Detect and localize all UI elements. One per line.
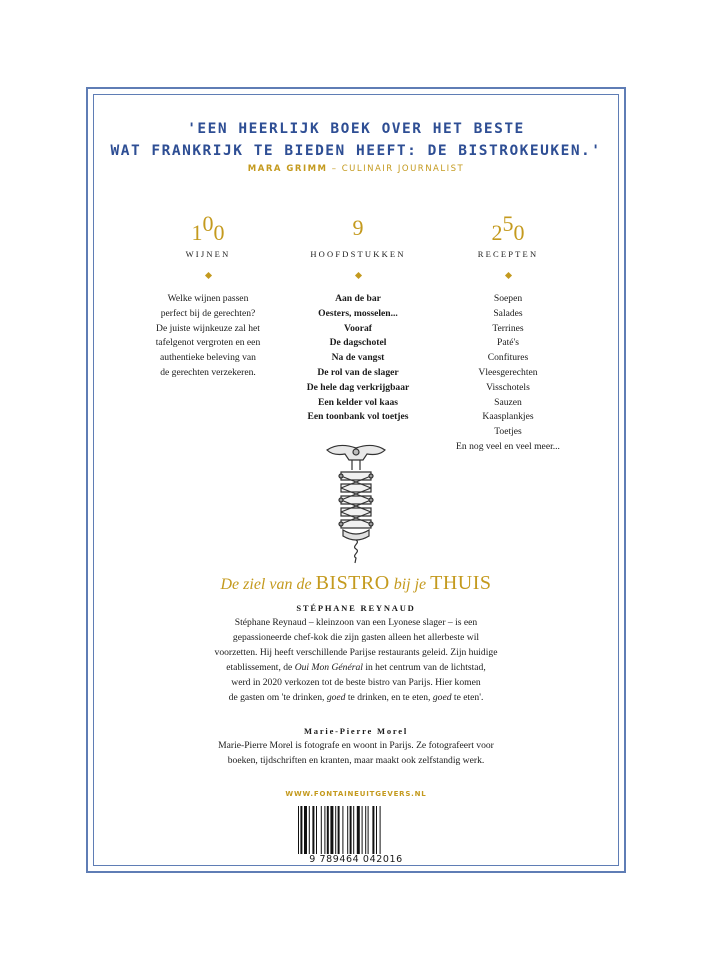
bio-line: werd in 2020 verkozen tot de beste bistro van Parijs. Hier komen <box>231 677 481 688</box>
stat-text-wines <box>123 292 293 381</box>
stat-number-recipes: 250 <box>491 211 525 245</box>
text-line: De juiste wijnkeuze zal het <box>156 322 260 334</box>
quote-attribution <box>96 164 616 174</box>
bio-line: voorzetten. Hij heeft verschillende Parijse restaurants geleid. Zijn huidige <box>214 647 498 658</box>
diamond-divider-icon <box>504 272 511 279</box>
chapter-item: Oesters, mosselen... <box>318 307 398 319</box>
attribution-separator: – <box>327 164 342 174</box>
recipe-item: Soepen <box>493 293 523 304</box>
bio-text: in het centrum van de lichtstad, <box>362 662 486 673</box>
bio-text: etablissement, de <box>226 662 295 673</box>
recipe-item: Vleesgerechten <box>478 366 538 378</box>
isbn-number: 9 789464 042016 <box>309 854 403 865</box>
attribution-name: MARA GRIMM <box>247 164 328 174</box>
publisher-website: WWW.FONTAINEUITGEVERS.NL <box>285 790 427 798</box>
quote-line-1: 'EEN HEERLIJK BOEK OVER HET BESTE <box>187 121 525 137</box>
bio-emphasis: goed <box>432 692 452 703</box>
recipe-item: Visschotels <box>486 381 530 393</box>
text-line: perfect bij de gerechten? <box>160 307 256 319</box>
bio-line: Stéphane Reynaud – kleinzoon van een Lyonese slager – is een <box>234 617 478 628</box>
recipe-item: En nog veel en veel meer... <box>456 440 560 452</box>
text-line: authentieke beleving van <box>160 352 256 364</box>
tagline-part: De ziel van de <box>220 576 316 593</box>
stat-column-chapters <box>273 210 443 425</box>
text-line: Welke wijnen passen <box>167 293 249 304</box>
book-tagline <box>96 572 616 595</box>
text-line: tafelgenot vergroten en een <box>155 337 261 349</box>
recipe-item: Sauzen <box>494 396 522 408</box>
stat-label-chapters: HOOFDSTUKKEN <box>310 249 406 259</box>
stat-label-wines: WIJNEN <box>185 249 231 259</box>
author-bio-reynaud <box>146 615 566 705</box>
bio-emphasis: goed <box>326 692 346 703</box>
chapter-item: Na de vangst <box>331 352 385 364</box>
diamond-divider-icon <box>204 272 211 279</box>
stat-number-wines: 100 <box>191 211 225 245</box>
tagline-part: BISTRO <box>315 572 390 594</box>
chapter-item: Aan de bar <box>335 293 381 304</box>
tagline-part: THUIS <box>430 572 492 594</box>
stat-column-recipes <box>423 210 593 455</box>
bio-line: Marie-Pierre Morel is fotografe en woont in Parijs. Ze fotografeert voor <box>218 740 494 751</box>
recipe-item: Paté's <box>497 337 519 349</box>
corkscrew-illustration <box>319 440 393 564</box>
bio-line <box>146 690 566 705</box>
chapter-list <box>273 292 443 425</box>
diamond-divider-icon <box>354 272 361 279</box>
stat-column-wines <box>123 210 293 381</box>
quote-line-2: WAT FRANKRIJK TE BIEDEN HEEFT: DE BISTROKEUKEN.' <box>110 143 602 159</box>
chapter-item: De dagschotel <box>329 337 387 349</box>
recipe-item: Confitures <box>487 352 529 364</box>
bio-line: gepassioneerde chef-kok die zijn gasten alleen het allerbeste wil <box>232 632 480 643</box>
endorsement-quote <box>96 118 616 162</box>
recipe-list <box>423 292 593 455</box>
restaurant-name: Oui Mon Général <box>294 662 363 673</box>
barcode <box>296 806 416 854</box>
bio-text: de gasten om 'te drinken, <box>228 692 327 703</box>
bio-text: te drinken, en te eten, <box>345 692 433 703</box>
recipe-item: Salades <box>493 307 523 319</box>
chapter-item: De rol van de slager <box>317 366 399 378</box>
stat-label-recipes: RECEPTEN <box>477 249 539 259</box>
bio-text: te eten'. <box>451 692 484 703</box>
recipe-item: Toetjes <box>494 426 522 438</box>
bio-line: boeken, tijdschriften en kranten, maar maakt ook zelfstandig werk. <box>227 755 485 766</box>
attribution-role: CULINAIR JOURNALIST <box>341 164 465 174</box>
recipe-item: Kaasplankjes <box>482 411 534 423</box>
author-name-morel: Marie-Pierre Morel <box>303 726 409 736</box>
chapter-item: Een kelder vol kaas <box>317 396 399 408</box>
author-bio-morel <box>146 738 566 768</box>
text-line: de gerechten verzekeren. <box>160 366 256 378</box>
chapter-item: Een toonbank vol toetjes <box>307 411 409 423</box>
tagline-part: bij je <box>389 576 431 593</box>
chapter-item: Vooraf <box>344 322 372 334</box>
chapter-item: De hele dag verkrijgbaar <box>306 381 410 393</box>
recipe-item: Terrines <box>492 322 524 334</box>
bio-line <box>146 660 566 675</box>
author-name-reynaud: STÉPHANE REYNAUD <box>296 603 416 613</box>
stat-number-chapters: 9 <box>352 215 364 240</box>
